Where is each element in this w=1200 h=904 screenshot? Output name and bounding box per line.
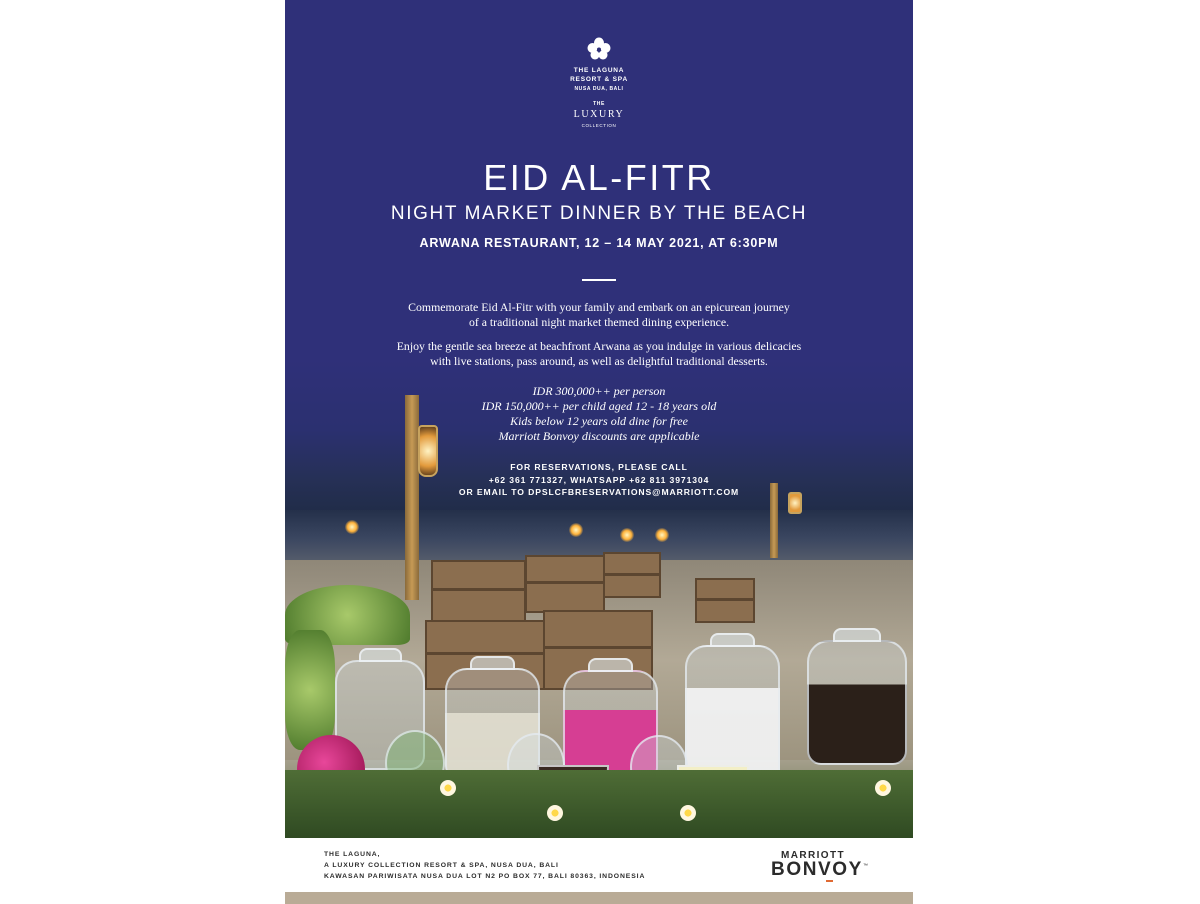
price-child: IDR 150,000++ per child aged 12 - 18 years old — [481, 399, 717, 413]
reservation-phone: +62 361 771327, WHATSAPP +62 811 3971304 — [488, 474, 710, 485]
luxury-collection-the: THE — [593, 101, 605, 107]
hibiscus-flower-icon — [587, 37, 611, 61]
resort-name: THE LAGUNA RESORT & SPA — [570, 67, 628, 83]
frangipani-flower — [440, 780, 456, 796]
description-paragraph: Enjoy the gentle sea breeze at beachfront Arwana as you indulge in various delicacies with live stations, pass around, as well as delightful traditional desserts. — [396, 339, 802, 368]
wooden-crate — [603, 552, 661, 598]
event-title: EID AL-FITR — [483, 157, 715, 198]
price-kids: Kids below 12 years old dine for free — [510, 414, 688, 428]
resort-location: NUSA DUA, BALI — [574, 86, 624, 92]
luxury-collection-label: COLLECTION — [581, 123, 617, 128]
glass-jar-white — [685, 645, 780, 785]
tiki-torch — [620, 528, 634, 542]
resort-address: THE LAGUNA, A LUXURY COLLECTION RESORT & SPA, NUSA DUA, BALI KAWASAN PARIWISATA NUSA DUA LOT N2 PO BOX 77, BALI 80363, INDONESIA — [324, 851, 646, 880]
glass-jar-dark — [807, 640, 907, 765]
frangipani-flower — [680, 805, 696, 821]
tiki-torch — [655, 528, 669, 542]
bonvoy-accent — [826, 880, 833, 882]
wooden-crate — [695, 578, 755, 623]
frangipani-flower — [547, 805, 563, 821]
tiki-torch — [569, 523, 583, 537]
footer — [285, 838, 913, 892]
event-poster — [285, 0, 913, 904]
divider — [582, 279, 616, 281]
reservations-info: FOR RESERVATIONS, PLEASE CALL +62 361 771327, WHATSAPP +62 811 3971304 OR EMAIL TO DPSLCFBRESERVATIONS@MARRIOTT.COM — [285, 461, 913, 499]
bottom-photo-strip — [285, 892, 913, 904]
pineapple — [285, 630, 335, 750]
marriott-label: MARRIOTT — [781, 850, 845, 861]
wooden-crate — [431, 560, 526, 622]
bonvoy-discount-note: Marriott Bonvoy discounts are applicable — [498, 429, 700, 443]
banana-leaves — [285, 770, 913, 838]
trademark: ™ — [863, 863, 868, 869]
frangipani-flower — [875, 780, 891, 796]
luxury-collection-logo: LUXURY — [573, 109, 625, 120]
reservation-email: OR EMAIL TO DPSLCFBRESERVATIONS@MARRIOTT.COM — [458, 487, 740, 497]
bonvoy-logo: BONVOY — [771, 859, 863, 880]
pricing-block — [285, 384, 913, 444]
price-adult: IDR 300,000++ per person — [532, 384, 666, 398]
wooden-crate — [525, 555, 605, 613]
tiki-torch — [345, 520, 359, 534]
event-subtitle: NIGHT MARKET DINNER BY THE BEACH — [390, 203, 808, 224]
event-venue-date: ARWANA RESTAURANT, 12 – 14 MAY 2021, AT 6:30PM — [419, 236, 779, 250]
description-paragraph: Commemorate Eid Al-Fitr with your family and embark on an epicurean journey of a traditional night market themed dining experience. — [408, 300, 790, 329]
